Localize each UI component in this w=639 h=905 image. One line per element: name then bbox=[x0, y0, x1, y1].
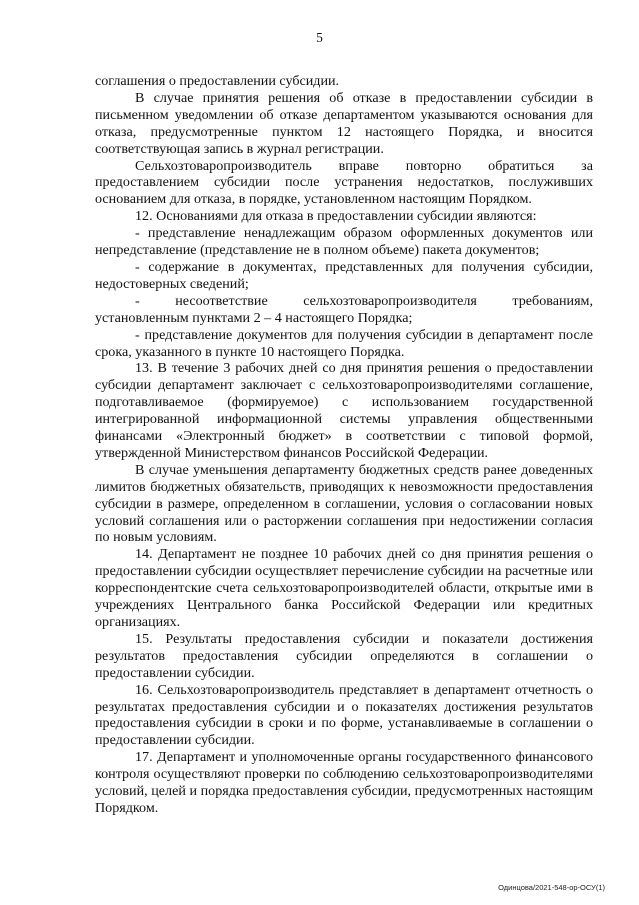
document-footer-code: Одинцова/2021-548-ор-ОСУ(1) bbox=[498, 883, 605, 892]
paragraph: 17. Департамент и уполномоченные органы государственного финансового контроля осуществляют проверки по соблюдению сельхозтоваропроизводителями условий, целей и порядка предоставления субсидии, предусмотренных настоящим Порядком. bbox=[95, 749, 593, 816]
list-item: - представление документов для получения субсидии в департамент после срока, указанного в пункте 10 настоящего Порядка. bbox=[95, 326, 593, 360]
list-item: - несоответствие сельхозтоваропроизводителя требованиям, установленным пунктами 2 – 4 настоящего Порядка; bbox=[95, 292, 593, 326]
paragraph: 16. Сельхозтоваропроизводитель представляет в департамент отчетность о результатах предоставления субсидии и о показателях достижения результатов предоставления субсидии в сроки и по форме, устанавливаемые в соглашении о предоставлении субсидии. bbox=[95, 681, 593, 749]
list-item: - представление ненадлежащим образом оформленных документов или непредставление (представление не в полном объеме) пакета документов; bbox=[95, 225, 593, 259]
paragraph: 12. Основаниями для отказа в предоставлении субсидии являются: bbox=[135, 208, 537, 225]
document-body bbox=[95, 73, 593, 817]
page-number: 5 bbox=[316, 30, 323, 45]
paragraph: В случае принятия решения об отказе в предоставлении субсидии в письменном уведомлении об отказе департаментом указываются основания для отказа, предусмотренные пунктом 12 настоящего Порядка, и вносится соответствующая запись в журнал регистрации. bbox=[95, 89, 593, 157]
paragraph: Сельхозтоваропроизводитель вправе повторно обратиться за предоставлением субсидии после устранения недостатков, послуживших основанием для отказа, в порядке, установленном настоящим Порядком. bbox=[95, 157, 593, 208]
paragraph: 13. В течение 3 рабочих дней со дня принятия решения о предоставлении субсидии департамент заключает с сельхозтоваропроизводителями соглашение, подготавливаемое (формируемое) с использованием государственной интегрированной информационной системы управления общественными финансами «Электронный бюджет» в соответствии с типовой формой, утвержденной Министерством финансов Российской Федерации. bbox=[95, 360, 593, 461]
paragraph: 15. Результаты предоставления субсидии и показатели достижения результатов предоставления субсидии определяются в соглашении о предоставлении субсидии. bbox=[95, 630, 593, 681]
paragraph: соглашения о предоставлении субсидии. bbox=[95, 73, 340, 89]
list-item: - содержание в документах, представленных для получения субсидии, недостоверных сведений; bbox=[95, 258, 593, 292]
paragraph: В случае уменьшения департаменту бюджетных средств ранее доведенных лимитов бюджетных обязательств, приводящих к невозможности предоставления субсидии в размере, определенном в соглашении, условия о согласовании новых условий соглашения или о расторжении соглашения при недостижении согласия по новым условиям. bbox=[95, 461, 593, 546]
paragraph: 14. Департамент не позднее 10 рабочих дней со дня принятия решения о предоставлении субсидии осуществляет перечисление субсидии на расчетные или корреспондентские счета сельхозтоваропроизводителей области, открытые ими в учреждениях Центрального банка Российской Федерации или кредитных организациях. bbox=[95, 546, 593, 630]
